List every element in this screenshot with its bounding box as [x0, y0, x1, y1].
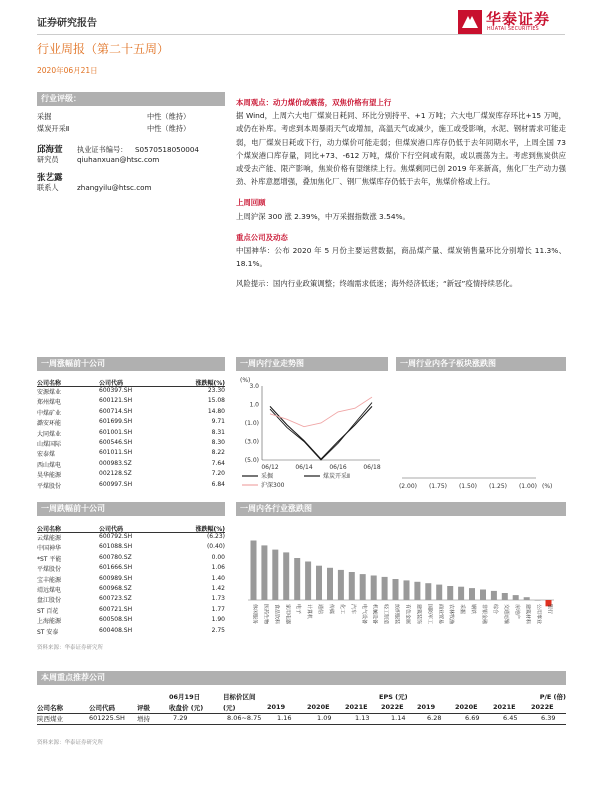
x-tick-label: 06/12: [261, 464, 279, 471]
legend-label: 沪深300: [261, 482, 285, 489]
table-cell: 潞安环能: [37, 420, 62, 428]
table-cell: 601225.SH: [89, 714, 125, 722]
y-tick-label: (1.0): [244, 420, 259, 427]
table-cell: 8.22: [211, 449, 225, 457]
table-cell: 7.64: [211, 459, 225, 467]
table-row: [37, 429, 225, 439]
bar: [414, 582, 420, 600]
x-tick-label: 06/16: [329, 464, 347, 471]
table-cell: 7.20: [211, 470, 225, 478]
bar: [338, 570, 344, 600]
table-cell: 601699.SH: [99, 418, 133, 426]
col-header: 目标价区间: [223, 693, 256, 701]
table-cell: 600546.SH: [99, 438, 133, 446]
col-header: 涨跌幅(%): [195, 526, 225, 533]
category-label: 汽车: [349, 604, 356, 615]
losers-bar: [37, 502, 225, 516]
category-label: 公用事业: [535, 604, 542, 625]
bar: [447, 586, 453, 600]
table-cell: 6.28: [427, 714, 442, 722]
table-cell: 600792.SH: [99, 533, 133, 540]
industry-chart: [236, 520, 566, 655]
col-header: 公司名称: [37, 704, 63, 712]
table-cell: 靖远煤电: [37, 586, 62, 594]
table-cell: 1.14: [391, 714, 406, 722]
gainers-bar: [37, 357, 225, 371]
table-row: [37, 616, 225, 626]
analyst-email[interactable]: zhangyilu@htsc.com: [77, 183, 152, 192]
table-row: [37, 606, 225, 616]
bar: [261, 545, 267, 600]
risk-text: 风险提示：国内行业政策调整；终端需求低迷；海外经济低迷；“新冠”疫情持续恶化。: [236, 279, 518, 289]
table-cell: 15.08: [207, 397, 225, 405]
category-label: 国防军工: [426, 604, 433, 625]
col-header: 06月19日: [169, 693, 201, 701]
table-cell: 陕西煤业: [37, 715, 63, 723]
trend-bar: [236, 357, 388, 371]
col-header: 2019: [417, 703, 436, 711]
bar: [513, 595, 519, 600]
table-cell: 中煤矿业: [37, 409, 62, 417]
x-tick-label: (1.50): [458, 483, 478, 490]
brand-name-cn: 华泰证券: [486, 10, 551, 28]
bar: [360, 574, 366, 600]
x-unit-label: (%): [542, 483, 553, 490]
table-cell: 600121.SH: [99, 397, 133, 405]
news-text: 中国神华：公布 2020 年 5 月份主要运营数据，商品煤产量、煤炭销售量环比分别增长 11.3%、18.1%。: [236, 246, 566, 269]
table-row: [37, 714, 566, 725]
table-cell: 西山煤电: [37, 461, 62, 469]
table-cell: 6.45: [503, 714, 518, 722]
analyst-email[interactable]: qiuhanxuan@htsc.com: [77, 155, 160, 164]
x-tick-label: 06/18: [363, 464, 381, 471]
x-tick-label: (1.00): [518, 483, 538, 490]
category-label: 采掘: [459, 604, 466, 615]
sub-title: 一周行业内各子板块涨跌图: [400, 359, 496, 368]
table-cell: 14.80: [207, 407, 225, 415]
bar: [382, 577, 388, 600]
rating-industry: 煤炭开采Ⅱ: [37, 124, 70, 133]
table-cell: 0.00: [211, 553, 225, 561]
x-tick-label: (1.75): [428, 483, 448, 490]
report-series: 证券研究报告: [37, 18, 97, 29]
category-label: 银行: [546, 604, 553, 615]
category-label: 有色金属: [404, 604, 411, 625]
table-cell: 盘江股份: [37, 597, 62, 605]
category-label: 非银金融: [481, 604, 487, 625]
table-cell: 宏泰煤: [37, 451, 56, 459]
table-cell: 002128.SZ: [99, 470, 132, 478]
col-header: 2022E: [531, 703, 554, 711]
col-header: 公司代码: [99, 526, 124, 533]
table-cell: 昊华能源: [37, 472, 62, 480]
table-cell: 8.31: [211, 428, 225, 436]
rating-value: 中性（维持）: [147, 112, 191, 121]
table-row: [37, 439, 225, 449]
review-heading: 上周回顾: [236, 198, 266, 208]
col-header: 公司名称: [37, 380, 62, 387]
table-cell: 1.90: [211, 616, 225, 624]
col-header: 公司名称: [37, 526, 62, 533]
x-tick-label: (1.25): [488, 483, 508, 490]
bar: [480, 590, 486, 601]
table-cell: 大同煤业: [37, 430, 62, 438]
rating-bar: [37, 92, 225, 106]
table-cell: 23.30: [207, 387, 225, 394]
table-cell: 宝丰能源: [37, 576, 62, 584]
bar: [371, 576, 377, 601]
col-header: (元): [223, 704, 236, 712]
table-cell: 600997.SH: [99, 480, 133, 488]
y-tick-label: (3.0): [244, 438, 259, 446]
cert-number: S0570518050004: [135, 145, 200, 154]
rating-row: [37, 124, 225, 134]
table-cell: 1.16: [277, 714, 292, 722]
table-cell: 山煤国际: [37, 440, 62, 448]
bar: [535, 600, 541, 601]
col-header: 2019: [267, 703, 286, 711]
category-label: 建筑材料: [524, 604, 531, 625]
table-cell: 平煤股份: [37, 482, 62, 490]
table-cell: 600408.SH: [99, 626, 133, 634]
x-tick-label: (2.00): [398, 483, 418, 490]
bar: [425, 583, 431, 600]
bar: [294, 558, 300, 600]
rating-value: 中性（维持）: [147, 124, 191, 133]
table-row: [37, 627, 225, 637]
table-cell: 601001.SH: [99, 428, 133, 436]
analyst-name: 张艺露: [37, 173, 63, 183]
table-cell: 增持: [137, 715, 150, 723]
bar: [502, 593, 508, 600]
trend-chart: [236, 374, 388, 496]
category-label: 医药生物: [262, 604, 269, 625]
category-label: 房地产: [513, 604, 520, 620]
category-label: 钢铁: [470, 604, 476, 615]
category-label: 休闲服务: [251, 604, 258, 625]
table-cell: 1.13: [355, 714, 370, 722]
y-tick-label: (5.0): [244, 457, 259, 464]
col-header: 2022E: [381, 703, 404, 711]
legend-label: 采掘: [261, 473, 274, 480]
table-row: [37, 470, 225, 480]
y-unit-label: (%): [240, 377, 251, 384]
table-row: [37, 564, 225, 574]
table-cell: 600989.SH: [99, 574, 133, 582]
recommend-title: 本周重点推荐公司: [41, 673, 105, 682]
table-cell: 600723.SZ: [99, 595, 132, 603]
table-cell: 1.40: [211, 574, 225, 582]
table-row: [37, 449, 225, 459]
table-row: [37, 595, 225, 605]
category-label: 综合: [491, 604, 498, 615]
rating-heading: 行业评级：: [41, 94, 81, 103]
table-row: [37, 554, 225, 564]
analyst-block: [37, 143, 225, 193]
table-cell: 600968.SZ: [99, 584, 132, 592]
table-cell: 云煤能源: [37, 535, 62, 542]
category-label: 纺织服装: [393, 604, 400, 625]
table-cell: 1.77: [211, 605, 225, 613]
table-cell: 8.06~8.75: [227, 714, 262, 722]
industry-bar: [236, 502, 566, 516]
col-header: 2020E: [307, 703, 330, 711]
table-cell: 上海能源: [37, 618, 62, 626]
rating-row: [37, 112, 225, 122]
bar: [305, 562, 311, 601]
category-label: 化工: [338, 604, 345, 615]
table-row: [37, 543, 225, 553]
table-cell: 1.42: [211, 584, 225, 592]
table-cell: *ST 平能: [37, 555, 62, 563]
x-tick-label: 06/14: [295, 464, 313, 471]
table-cell: 600397.SH: [99, 387, 133, 394]
col-header: 评级: [137, 704, 150, 712]
recommend-table: [37, 692, 566, 732]
series-line-1: [270, 403, 372, 460]
industry-title: 一周内各行业涨跌图: [240, 504, 312, 513]
bar: [469, 588, 475, 600]
source-note: 资料来源：华泰证券研究所: [37, 645, 104, 651]
category-label: 传媒: [328, 604, 334, 615]
series-line-0: [270, 406, 372, 459]
table-cell: (6.23): [206, 533, 225, 540]
col-header: 2020E: [455, 703, 478, 711]
table-cell: (0.40): [206, 543, 225, 551]
review-text: 上周沪深 300 涨 2.39%，中万采掘指数涨 3.54%。: [236, 211, 410, 221]
table-cell: 600714.SH: [99, 407, 133, 415]
losers-table: [37, 524, 225, 640]
category-label: 食品饮料: [273, 604, 280, 625]
recommend-bar: [37, 671, 566, 685]
bar: [458, 587, 464, 600]
report-title: 行业周报（第二十五周）: [37, 42, 170, 56]
table-cell: 601011.SH: [99, 449, 133, 457]
main-text: [236, 96, 566, 291]
table-row: [37, 387, 225, 397]
report-date: 2020年06月21日: [37, 66, 98, 75]
table-cell: 601088.SH: [99, 543, 133, 551]
col-header: 涨跌幅(%): [195, 380, 225, 387]
legend-label: 煤炭开采Ⅱ: [323, 473, 350, 480]
table-row: [37, 533, 225, 543]
table-cell: 2.75: [211, 626, 225, 634]
bar: [316, 566, 322, 600]
bar: [283, 552, 289, 600]
viewpoint-text: 据 Wind，上周六大电厂煤炭日耗同、环比分别持平、+1 万吨；六大电厂煤炭库存环比+15 万吨，或仍在补库。考虑到本周暴雨天气或增加，高温天气或减少，施工或受影响，水泥、钢材需求可能走弱，电厂煤炭日耗或下行，动力煤价可能走弱；但煤炭港口库存仍低于去年同期水平，上周全国 73 个煤炭港口库存量，同比+73、-612 万吨，煤价下行空间或有限，或以震荡为主。考虑到焦炭供应或受去产能、限产影响，焦炭价格有望继续上行。焦煤剩同已创 2019 年来新高，焦化厂生产动力强劲、补库意愿增强，叠加焦化厂、钢厂焦煤库存仍低于去年，焦煤价格或上行。: [236, 111, 566, 187]
category-label: 电气设备: [360, 604, 367, 625]
analyst-role: 联系人: [37, 183, 59, 192]
col-header: 公司代码: [99, 380, 124, 387]
table-cell: ST 安泰: [37, 628, 59, 636]
category-label: 计算机: [306, 604, 313, 620]
table-cell: 7.29: [173, 714, 188, 722]
category-label: 通信: [317, 604, 323, 615]
category-label: 建筑装饰: [415, 604, 422, 625]
table-cell: 6.69: [465, 714, 480, 722]
table-row: [37, 460, 225, 470]
losers-title: 一周跌幅前十公司: [41, 504, 105, 513]
col-header: 公司代码: [89, 704, 115, 712]
col-header: 收盘价 (元): [169, 704, 204, 712]
col-header: 2021E: [493, 703, 516, 711]
table-cell: 郑州煤电: [37, 399, 62, 407]
table-row: [37, 481, 225, 491]
rating-industry: 采掘: [37, 112, 52, 121]
header-divider: [37, 34, 565, 35]
table-cell: 中国神华: [37, 545, 62, 553]
news-heading: 重点公司及动态: [236, 232, 288, 242]
table-cell: 601666.SH: [99, 564, 133, 572]
analyst-role: 研究员: [37, 155, 59, 164]
viewpoint-heading: 本周观点：动力煤价或震荡，双焦价格有望上行: [236, 98, 392, 107]
table-cell: 平煤股份: [37, 566, 62, 574]
table-row: [37, 418, 225, 428]
y-tick-label: 3.0: [249, 383, 259, 390]
table-row: [37, 585, 225, 595]
bar: [349, 572, 355, 600]
gainers-title: 一周涨幅前十公司: [41, 359, 105, 368]
category-label: 电子: [295, 604, 302, 615]
category-label: 交通运输: [502, 604, 509, 625]
table-cell: 600780.SZ: [99, 553, 132, 561]
table-cell: 8.30: [211, 438, 225, 446]
table-cell: 1.06: [211, 564, 225, 572]
sub-chart: [396, 374, 566, 496]
category-label: 农林牧渔: [448, 604, 455, 625]
category-label: 机械设备: [371, 604, 378, 625]
table-cell: 000983.SZ: [99, 459, 132, 467]
sub-bar: [396, 357, 566, 371]
bar: [404, 580, 410, 600]
table-cell: 安源煤业: [37, 389, 62, 396]
brand-name-en: HUATAI SECURITIES: [487, 27, 540, 32]
table-row: [37, 397, 225, 407]
category-label: 轻工制造: [382, 604, 389, 625]
bar: [272, 550, 278, 600]
analyst-name: 邱海萱: [37, 145, 63, 155]
table-cell: 6.84: [211, 480, 225, 488]
table-cell: 1.73: [211, 595, 225, 603]
bar: [327, 568, 333, 600]
table-cell: 600508.SH: [99, 616, 133, 624]
bar: [524, 597, 530, 600]
source-note: 资料来源：华泰证券研究所: [37, 740, 104, 746]
y-tick-label: 1.0: [249, 401, 259, 409]
bar: [436, 585, 442, 600]
huatai-logo-icon: [458, 10, 482, 34]
cert-label: 执业证书编号：: [77, 145, 128, 154]
category-label: 家用电器: [284, 604, 291, 625]
table-cell: 600721.SH: [99, 605, 133, 613]
bar: [393, 579, 399, 600]
category-label: 商业贸易: [437, 604, 444, 625]
table-cell: ST 百花: [37, 607, 59, 615]
table-row: [37, 408, 225, 418]
table-row: [37, 575, 225, 585]
bar: [491, 591, 497, 600]
bar: [251, 541, 257, 601]
col-header: 2021E: [345, 703, 368, 711]
table-cell: 1.09: [317, 714, 332, 722]
col-header: P/E (倍): [539, 693, 566, 701]
table-cell: 6.39: [541, 714, 556, 722]
table-cell: 9.71: [211, 418, 225, 426]
col-header: EPS (元): [379, 693, 408, 701]
trend-title: 一周内行业走势图: [240, 359, 304, 368]
gainers-table: [37, 378, 225, 494]
